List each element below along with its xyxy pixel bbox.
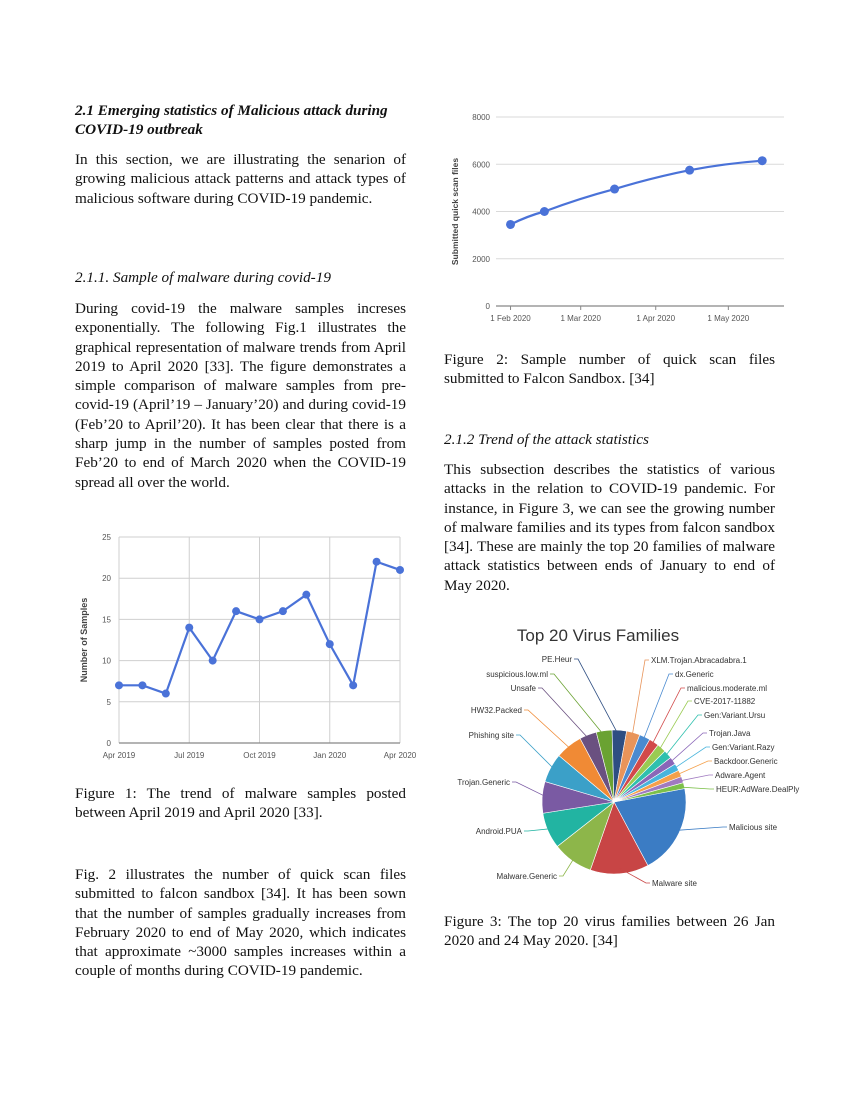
data-point — [326, 640, 334, 648]
pie-leader-line — [675, 761, 712, 776]
pie-slice-label: Malware.Generic — [496, 872, 557, 881]
pie-leader-line — [677, 775, 713, 781]
data-point — [396, 566, 404, 574]
pie-leader-line — [512, 782, 548, 798]
pie-leader-line — [672, 747, 710, 770]
data-point — [610, 185, 619, 194]
pie-leader-line — [516, 735, 556, 771]
data-point — [279, 607, 287, 615]
intro-paragraph: In this section, we are illustrating the senarion of growing malicious attack patterns and attack types of malicious software during COVID-19 pandemic. — [75, 151, 406, 207]
figure-3-pie-chart — [444, 615, 804, 900]
data-point — [115, 681, 123, 689]
data-point — [685, 166, 694, 175]
pie-slice-label: Trojan.Java — [709, 729, 751, 738]
x-tick-label: 1 Mar 2020 — [560, 314, 601, 323]
pie-leader-line — [574, 659, 619, 736]
pie-slice-label: CVE-2017-11882 — [694, 697, 756, 706]
x-tick-label: Apr 2019 — [102, 751, 136, 760]
y-tick-label: 4000 — [472, 207, 490, 217]
x-tick-label: 1 May 2020 — [707, 314, 750, 323]
pie-slice-label: Unsafe — [510, 684, 536, 693]
data-point — [256, 615, 264, 623]
pie-leader-line — [642, 674, 673, 742]
section-heading: 2.1 Emerging statistics of Malicious attack during COVID-19 outbreak — [75, 102, 388, 138]
pie-leader-line — [664, 715, 702, 758]
series-line — [511, 161, 763, 225]
subsection-heading-2-1-1: 2.1.1. Sample of malware during covid-19 — [75, 269, 331, 286]
pie-slice-label: Malicious site — [729, 823, 778, 832]
pie-slice-label: HEUR:AdWare.DealPly — [716, 785, 800, 794]
pie-slice-label: HW32.Packed — [470, 706, 522, 715]
y-tick-label: 5 — [106, 697, 111, 707]
pie-leader-line — [632, 660, 649, 738]
x-tick-label: Jul 2019 — [174, 751, 205, 760]
x-tick-label: Oct 2019 — [243, 751, 276, 760]
x-tick-label: Apr 2020 — [383, 751, 417, 760]
pie-slice-label: suspicious.low.ml — [486, 670, 548, 679]
pie-leader-line — [538, 688, 590, 740]
y-tick-label: 20 — [102, 574, 111, 584]
paragraph-quick-scan: Fig. 2 illustrates the number of quick scan files submitted to falcon sandbox [34]. It has been sown that the number of samples gradually increases from February 2020 to end of May 2020, which indicates that approximate ~3000 samples increases within a couple of months during COVID-19 pandemic. — [75, 866, 406, 980]
figure-2-chart — [444, 105, 789, 330]
pie-chart-title: Top 20 Virus Families — [516, 626, 680, 645]
y-axis-label: Number of Samples — [79, 597, 89, 683]
data-point — [209, 657, 217, 665]
y-tick-label: 8000 — [472, 113, 490, 122]
paragraph-attack-statistics: This subsection describes the statistics of various attacks in the relation to COVID-19 pandemic. For instance, in Figure 3, we can see the growing number of malware families and its types from falcon sandbox [34]. These are mainly the top 20 families of malware attack statistics between ends of January to end of May 2020. — [444, 461, 775, 594]
pie-slice-label: Phishing site — [468, 731, 514, 740]
pie-leader-line — [674, 827, 727, 831]
y-tick-label: 2000 — [472, 254, 490, 264]
pie-slice-label: Malware site — [652, 879, 697, 888]
pie-slice-label: Gen:Variant.Ursu — [704, 711, 766, 720]
pie-slice-label: Adware.Agent — [715, 771, 766, 780]
y-tick-label: 25 — [102, 533, 111, 542]
y-tick-label: 15 — [102, 615, 111, 625]
figure-2-caption: Figure 2: Sample number of quick scan files submitted to Falcon Sandbox. [34] — [444, 351, 775, 388]
x-tick-label: Jan 2020 — [313, 751, 347, 760]
y-tick-label: 6000 — [472, 160, 490, 170]
pie-slice-label: PE.Heur — [541, 655, 572, 664]
data-point — [138, 681, 146, 689]
pie-slice-label: Gen:Variant.Razy — [712, 743, 775, 752]
pie-slice-label: XLM.Trojan.Abracadabra.1 — [651, 656, 747, 665]
subsection-heading-2-1-2: 2.1.2 Trend of the attack statistics — [444, 431, 649, 448]
data-point — [302, 591, 310, 599]
y-tick-label: 0 — [485, 302, 490, 311]
y-tick-label: 10 — [102, 656, 111, 666]
x-tick-label: 1 Feb 2020 — [490, 314, 531, 323]
figure-1-caption: Figure 1: The trend of malware samples posted between April 2019 and April 2020 [33]. — [75, 785, 406, 822]
data-point — [232, 607, 240, 615]
figure-1-chart — [75, 525, 417, 770]
pie-slice-label: Android.PUA — [475, 827, 522, 836]
data-point — [373, 558, 381, 566]
pie-leader-line — [658, 701, 692, 752]
data-point — [540, 207, 549, 216]
pie-slice-label: malicious.moderate.ml — [687, 684, 768, 693]
paragraph-malware-samples: During covid-19 the malware samples increses exponentially. The following Fig.1 illustrates the graphical representation of malware trends from April 2019 to April 2020 [33]. The figure demonstrates a simple comparison of malware samples from pre-covid-19 (April’19 – January’20) and during covid-19 (Feb’20 to April’20). It has been clear that there is a sharp jump in the number of samples posted from Feb’20 to end of March 2020 when the COVID-19 spread all over the world. — [75, 300, 406, 491]
y-axis-label: Submitted quick scan files — [450, 157, 460, 266]
data-point — [506, 220, 515, 229]
data-point — [162, 690, 170, 698]
pie-leader-line — [524, 710, 572, 751]
y-tick-label: 0 — [106, 739, 111, 748]
data-point — [185, 624, 193, 632]
pie-slice-label: Trojan.Generic — [457, 778, 510, 787]
data-point — [349, 681, 357, 689]
figure-3-caption: Figure 3: The top 20 virus families between 26 Jan 2020 and 24 May 2020. [34] — [444, 913, 775, 950]
pie-slice-label: Backdoor.Generic — [714, 757, 778, 766]
x-tick-label: 1 Apr 2020 — [636, 314, 676, 323]
data-point — [758, 156, 767, 165]
pie-slice-label: dx.Generic — [675, 670, 714, 679]
